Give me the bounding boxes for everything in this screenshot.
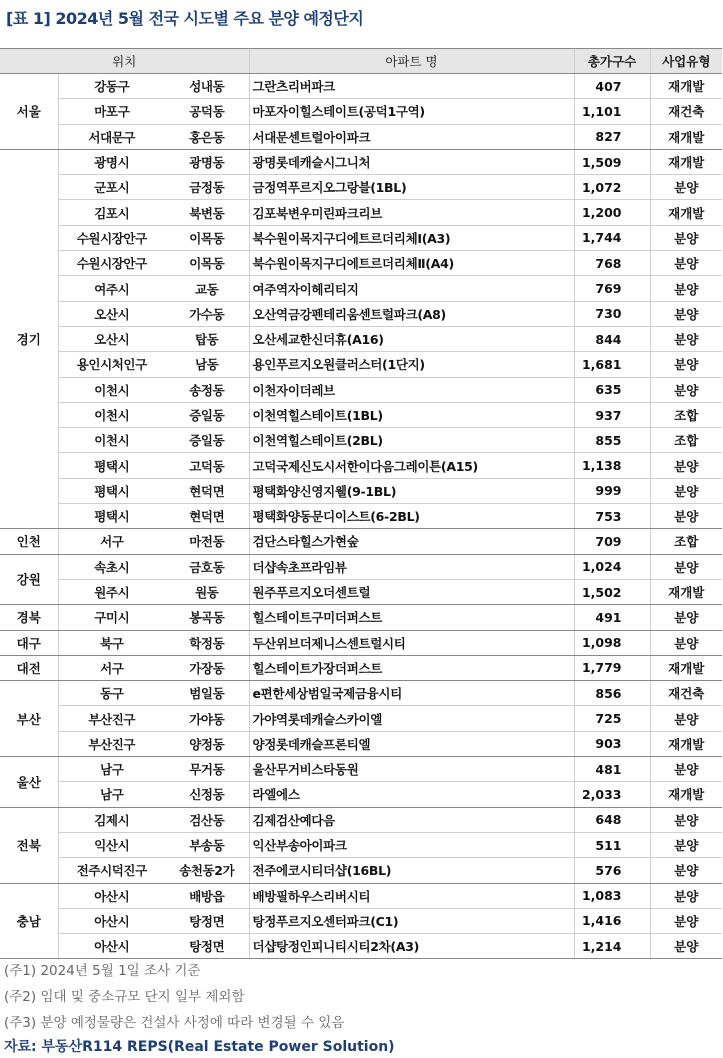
dong-cell: 학정동 — [165, 630, 249, 655]
district-cell: 수원시장안구 — [58, 251, 165, 276]
table-row — [0, 807, 722, 832]
table-row — [0, 934, 722, 959]
footnotes — [4, 958, 344, 1036]
dong-cell: 탕정면 — [165, 934, 249, 959]
table-row — [0, 757, 722, 782]
units-cell: 576 — [574, 858, 650, 883]
district-cell: 서대문구 — [58, 124, 165, 149]
project-type-cell: 분양 — [650, 934, 722, 959]
dong-cell: 범일동 — [165, 681, 249, 706]
table-row — [0, 655, 722, 680]
district-cell: 수원시장안구 — [58, 225, 165, 250]
footnote-3: (주3) 분양 예정물량은 건설사 사정에 따라 변경될 수 있음 — [4, 1015, 345, 1031]
project-type-cell: 분양 — [650, 478, 722, 503]
apartment-name-cell: 힐스테이트구미더퍼스트 — [249, 605, 574, 630]
table-row — [0, 352, 722, 377]
district-cell: 전주시덕진구 — [58, 858, 165, 883]
units-cell: 1,779 — [574, 655, 650, 680]
units-cell: 1,744 — [574, 225, 650, 250]
table-row — [0, 276, 722, 301]
table-row — [0, 99, 722, 124]
units-cell: 855 — [574, 428, 650, 453]
apartment-name-cell: 익산부송아이파크 — [249, 832, 574, 857]
dong-cell: 금호동 — [165, 554, 249, 579]
project-type-cell: 분양 — [650, 352, 722, 377]
project-type-cell: 재개발 — [650, 782, 722, 807]
units-cell: 1,200 — [574, 200, 650, 225]
region-cell: 경북 — [0, 605, 58, 630]
dong-cell: 원동 — [165, 579, 249, 604]
project-type-cell: 분양 — [650, 554, 722, 579]
apartment-name-cell: 이천자이더레브 — [249, 377, 574, 402]
dong-cell: 현덕면 — [165, 478, 249, 503]
apartment-name-cell: 서대문센트럴아이파크 — [249, 124, 574, 149]
apartment-name-cell: 평택화양신영지웰(9-1BL) — [249, 478, 574, 503]
header-type: 사업유형 — [650, 49, 722, 74]
apartment-name-cell: 더샵속초프라임뷰 — [249, 554, 574, 579]
units-cell: 768 — [574, 251, 650, 276]
district-cell: 원주시 — [58, 579, 165, 604]
units-cell: 635 — [574, 377, 650, 402]
apartment-name-cell: 북수원이목지구디에트르더리체Ⅱ(A4) — [249, 251, 574, 276]
table-row — [0, 731, 722, 756]
table-row — [0, 908, 722, 933]
table-row — [0, 453, 722, 478]
table-row — [0, 149, 722, 174]
dong-cell: 고덕동 — [165, 453, 249, 478]
apartment-name-cell: 오산세교한신더휴(A16) — [249, 326, 574, 351]
apartment-name-cell: 울산무거비스타동원 — [249, 757, 574, 782]
region-cell: 인천 — [0, 529, 58, 554]
project-type-cell: 분양 — [650, 251, 722, 276]
apartment-name-cell: 탕정푸르지오센터파크(C1) — [249, 908, 574, 933]
apartment-name-cell: 원주푸르지오더센트럴 — [249, 579, 574, 604]
project-type-cell: 분양 — [650, 504, 722, 529]
district-cell: 김포시 — [58, 200, 165, 225]
dong-cell: 홍은동 — [165, 124, 249, 149]
region-cell: 부산 — [0, 681, 58, 757]
project-type-cell: 조합 — [650, 529, 722, 554]
units-cell: 481 — [574, 757, 650, 782]
apartment-name-cell: 평택화양동문디이스트(6-2BL) — [249, 504, 574, 529]
region-cell: 울산 — [0, 757, 58, 808]
apartment-name-cell: 전주에코시티더샵(16BL) — [249, 858, 574, 883]
project-type-cell: 분양 — [650, 832, 722, 857]
apartment-name-cell: 고덕국제신도시서한이다음그레이튼(A15) — [249, 453, 574, 478]
dong-cell: 가수동 — [165, 301, 249, 326]
table-row — [0, 478, 722, 503]
project-type-cell: 재건축 — [650, 99, 722, 124]
dong-cell: 교동 — [165, 276, 249, 301]
district-cell: 용인시처인구 — [58, 352, 165, 377]
project-type-cell: 분양 — [650, 605, 722, 630]
project-type-cell: 분양 — [650, 453, 722, 478]
units-cell: 1,502 — [574, 579, 650, 604]
apartment-name-cell: 김포북변우미린파크리브 — [249, 200, 574, 225]
apartment-name-cell: 힐스테이트가장더퍼스트 — [249, 655, 574, 680]
units-cell: 1,138 — [574, 453, 650, 478]
dong-cell: 공덕동 — [165, 99, 249, 124]
units-cell: 725 — [574, 706, 650, 731]
district-cell: 부산진구 — [58, 706, 165, 731]
project-type-cell: 재개발 — [650, 655, 722, 680]
dong-cell: 양정동 — [165, 731, 249, 756]
dong-cell: 마전동 — [165, 529, 249, 554]
district-cell: 광명시 — [58, 149, 165, 174]
project-type-cell: 분양 — [650, 908, 722, 933]
units-cell: 1,072 — [574, 175, 650, 200]
region-cell: 경기 — [0, 149, 58, 528]
units-cell: 844 — [574, 326, 650, 351]
district-cell: 북구 — [58, 630, 165, 655]
project-type-cell: 재개발 — [650, 149, 722, 174]
dong-cell: 송천동2가 — [165, 858, 249, 883]
apartment-name-cell: 가야역롯데캐슬스카이엘 — [249, 706, 574, 731]
units-cell: 1,416 — [574, 908, 650, 933]
table-row — [0, 124, 722, 149]
project-type-cell: 분양 — [650, 757, 722, 782]
dong-cell: 북변동 — [165, 200, 249, 225]
dong-cell: 이목동 — [165, 225, 249, 250]
dong-cell: 탑동 — [165, 326, 249, 351]
units-cell: 1,214 — [574, 934, 650, 959]
district-cell: 평택시 — [58, 453, 165, 478]
district-cell: 구미시 — [58, 605, 165, 630]
district-cell: 서구 — [58, 655, 165, 680]
district-cell: 아산시 — [58, 883, 165, 908]
units-cell: 1,098 — [574, 630, 650, 655]
apartment-name-cell: 북수원이목지구디에트르더리체Ⅰ(A3) — [249, 225, 574, 250]
district-cell: 속초시 — [58, 554, 165, 579]
apartment-name-cell: 양정롯데캐슬프론티엘 — [249, 731, 574, 756]
footnote-1: (주1) 2024년 5월 1일 조사 기준 — [4, 963, 201, 979]
dong-cell: 광명동 — [165, 149, 249, 174]
apartment-name-cell: 오산역금강펜테리움센트럴파크(A8) — [249, 301, 574, 326]
district-cell: 오산시 — [58, 326, 165, 351]
region-cell: 전북 — [0, 807, 58, 883]
table-row — [0, 706, 722, 731]
footnote-2: (주2) 임대 및 중소규모 단지 일부 제외함 — [4, 989, 245, 1005]
header-apartment: 아파트 명 — [249, 49, 574, 74]
table-row — [0, 251, 722, 276]
apartment-name-cell: 라엘에스 — [249, 782, 574, 807]
apartment-name-cell: 마포자이힐스테이트(공덕1구역) — [249, 99, 574, 124]
dong-cell: 신정동 — [165, 782, 249, 807]
source-line: 자료: 부동산R114 REPS(Real Estate Power Solution) — [4, 1039, 395, 1055]
district-cell: 평택시 — [58, 504, 165, 529]
units-cell: 1,083 — [574, 883, 650, 908]
region-cell: 서울 — [0, 74, 58, 150]
apartment-name-cell: 검단스타힐스가현숲 — [249, 529, 574, 554]
header-location: 위치 — [0, 49, 249, 74]
district-cell: 이천시 — [58, 428, 165, 453]
table-row — [0, 428, 722, 453]
units-cell: 1,509 — [574, 149, 650, 174]
district-cell: 부산진구 — [58, 731, 165, 756]
units-cell: 827 — [574, 124, 650, 149]
district-cell: 마포구 — [58, 99, 165, 124]
header-units: 총가구수 — [574, 49, 650, 74]
units-cell: 1,024 — [574, 554, 650, 579]
project-type-cell: 분양 — [650, 630, 722, 655]
table-row — [0, 504, 722, 529]
table-row — [0, 782, 722, 807]
table-row — [0, 74, 722, 99]
apartment-name-cell: 더샵탕정인피니티시티2차(A3) — [249, 934, 574, 959]
dong-cell: 현덕면 — [165, 504, 249, 529]
apartment-name-cell: e편한세상범일국제금융시티 — [249, 681, 574, 706]
district-cell: 김제시 — [58, 807, 165, 832]
table-row — [0, 832, 722, 857]
apartment-name-cell: 김제검산예다음 — [249, 807, 574, 832]
apartment-name-cell: 배방필하우스리버시티 — [249, 883, 574, 908]
dong-cell: 가장동 — [165, 655, 249, 680]
project-type-cell: 분양 — [650, 706, 722, 731]
table-row — [0, 529, 722, 554]
apartment-name-cell: 광명롯데캐슬시그니처 — [249, 149, 574, 174]
project-type-cell: 분양 — [650, 883, 722, 908]
dong-cell: 이목동 — [165, 251, 249, 276]
project-type-cell: 분양 — [650, 301, 722, 326]
table-row — [0, 200, 722, 225]
project-type-cell: 분양 — [650, 807, 722, 832]
district-cell: 아산시 — [58, 908, 165, 933]
district-cell: 동구 — [58, 681, 165, 706]
apartment-name-cell: 그란츠리버파크 — [249, 74, 574, 99]
apartment-name-cell: 이천역힐스테이트(2BL) — [249, 428, 574, 453]
table-title: [표 1] 2024년 5월 전국 시도별 주요 분양 예정단지 — [6, 9, 364, 28]
dong-cell: 금정동 — [165, 175, 249, 200]
table-row — [0, 579, 722, 604]
project-type-cell: 분양 — [650, 858, 722, 883]
table-row — [0, 377, 722, 402]
district-cell: 남구 — [58, 782, 165, 807]
dong-cell: 부송동 — [165, 832, 249, 857]
district-cell: 이천시 — [58, 377, 165, 402]
units-cell: 1,681 — [574, 352, 650, 377]
dong-cell: 증일동 — [165, 428, 249, 453]
table-row — [0, 225, 722, 250]
units-cell: 511 — [574, 832, 650, 857]
table-row — [0, 175, 722, 200]
dong-cell: 봉곡동 — [165, 605, 249, 630]
table-row — [0, 402, 722, 427]
table-row — [0, 883, 722, 908]
dong-cell: 송정동 — [165, 377, 249, 402]
units-cell: 999 — [574, 478, 650, 503]
units-cell: 1,101 — [574, 99, 650, 124]
district-cell: 강동구 — [58, 74, 165, 99]
units-cell: 407 — [574, 74, 650, 99]
region-cell: 강원 — [0, 554, 58, 605]
dong-cell: 증일동 — [165, 402, 249, 427]
project-type-cell: 재건축 — [650, 681, 722, 706]
dong-cell: 가야동 — [165, 706, 249, 731]
dong-cell: 성내동 — [165, 74, 249, 99]
table-row — [0, 301, 722, 326]
district-cell: 서구 — [58, 529, 165, 554]
project-type-cell: 재개발 — [650, 124, 722, 149]
district-cell: 여주시 — [58, 276, 165, 301]
project-type-cell: 재개발 — [650, 731, 722, 756]
table-row — [0, 630, 722, 655]
units-cell: 491 — [574, 605, 650, 630]
units-cell: 709 — [574, 529, 650, 554]
table-row — [0, 326, 722, 351]
district-cell: 오산시 — [58, 301, 165, 326]
units-cell: 753 — [574, 504, 650, 529]
project-type-cell: 분양 — [650, 326, 722, 351]
project-type-cell: 재개발 — [650, 74, 722, 99]
units-cell: 648 — [574, 807, 650, 832]
dong-cell: 남동 — [165, 352, 249, 377]
apartment-name-cell: 용인푸르지오원클러스터(1단지) — [249, 352, 574, 377]
project-type-cell: 재개발 — [650, 200, 722, 225]
units-cell: 937 — [574, 402, 650, 427]
units-cell: 2,033 — [574, 782, 650, 807]
table-row — [0, 605, 722, 630]
project-type-cell: 조합 — [650, 402, 722, 427]
district-cell: 평택시 — [58, 478, 165, 503]
dong-cell: 검산동 — [165, 807, 249, 832]
district-cell: 익산시 — [58, 832, 165, 857]
apartment-name-cell: 금정역푸르지오그랑블(1BL) — [249, 175, 574, 200]
district-cell: 군포시 — [58, 175, 165, 200]
units-cell: 730 — [574, 301, 650, 326]
project-type-cell: 재개발 — [650, 579, 722, 604]
project-type-cell: 조합 — [650, 428, 722, 453]
table-row — [0, 554, 722, 579]
dong-cell: 무거동 — [165, 757, 249, 782]
dong-cell: 배방읍 — [165, 883, 249, 908]
sales-schedule-table — [0, 48, 722, 959]
units-cell: 856 — [574, 681, 650, 706]
apartment-name-cell: 여주역자이헤리티지 — [249, 276, 574, 301]
table-row — [0, 681, 722, 706]
region-cell: 대구 — [0, 630, 58, 655]
project-type-cell: 분양 — [650, 276, 722, 301]
table-header-row — [0, 49, 722, 74]
units-cell: 769 — [574, 276, 650, 301]
region-cell: 대전 — [0, 655, 58, 680]
apartment-name-cell: 두산위브더제니스센트럴시티 — [249, 630, 574, 655]
project-type-cell: 분양 — [650, 377, 722, 402]
project-type-cell: 분양 — [650, 225, 722, 250]
district-cell: 이천시 — [58, 402, 165, 427]
district-cell: 아산시 — [58, 934, 165, 959]
district-cell: 남구 — [58, 757, 165, 782]
table-row — [0, 858, 722, 883]
dong-cell: 탕정면 — [165, 908, 249, 933]
apartment-name-cell: 이천역힐스테이트(1BL) — [249, 402, 574, 427]
units-cell: 903 — [574, 731, 650, 756]
region-cell: 충남 — [0, 883, 58, 959]
project-type-cell: 분양 — [650, 175, 722, 200]
